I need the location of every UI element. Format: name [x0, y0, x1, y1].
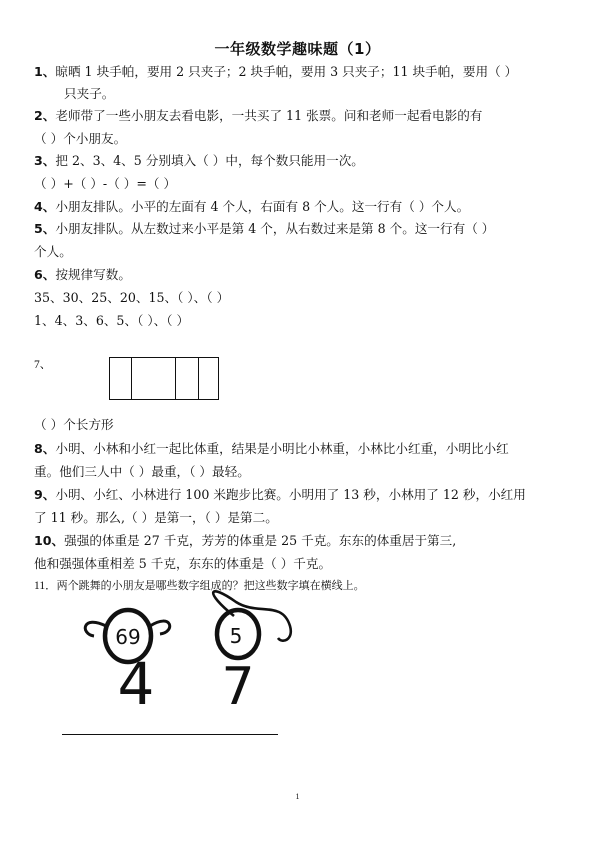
question-2-cont: （ ）个小朋友。	[34, 131, 127, 146]
question-number: 2、	[34, 108, 56, 123]
divider	[175, 358, 176, 399]
page-title: 一年级数学趣味题（1）	[214, 40, 381, 58]
question-text: 按规律写数。	[55, 267, 131, 282]
question-5	[34, 223, 494, 236]
equation-blanks: （ ）+（ ）-（ ）=（ ）	[34, 176, 177, 191]
page-number: 1	[295, 792, 300, 801]
question-7-number: 7、	[34, 359, 52, 371]
question-number: 11．	[34, 580, 57, 592]
rectangle-figure	[109, 357, 219, 400]
question-3	[34, 155, 364, 168]
question-text: 小明、小林和小红一起比体重，结果是小明比小林重，小林比小红重，小明比小红	[55, 441, 509, 456]
question-5-cont: 个人。	[34, 244, 72, 259]
face-digits: 69	[115, 625, 141, 649]
sequence-2: 1、4、3、6、5、（ ）、（ ）	[34, 313, 190, 328]
question-6	[34, 269, 131, 282]
question-number: 5、	[34, 221, 56, 236]
question-9	[34, 489, 526, 502]
divider	[198, 358, 199, 399]
question-number: 10、	[34, 533, 65, 548]
question-text: 小明、小红、小林进行 100 米跑步比赛。小明用了 13 秒，小林用了 12 秒，小红用	[55, 487, 526, 502]
question-number: 6、	[34, 267, 56, 282]
dancer-1	[85, 610, 169, 710]
face-digit: 5	[229, 624, 243, 648]
question-number: 4、	[34, 199, 56, 214]
question-text: 老师带了一些小朋友去看电影，一共买了 11 张票。问和老师一起看电影的有	[55, 108, 483, 123]
question-text: 晾晒 1 块手帕，要用 2 只夹子；2 块手帕，要用 3 只夹子；11 块手帕，要用（ ）	[55, 64, 518, 79]
body-digit: 7	[221, 657, 255, 710]
question-text: 把 2、3、4、5 分别填入（ ）中，每个数只能用一次。	[55, 153, 364, 168]
question-1-cont: 只夹子。	[64, 86, 115, 101]
question-7-answer: （ ）个长方形	[34, 417, 114, 432]
answer-line[interactable]	[62, 734, 278, 735]
question-8	[34, 443, 509, 456]
question-text: 小朋友排队。小平的左面有 4 个人，右面有 8 个人。这一行有（ ）个人。	[55, 199, 470, 214]
dancer-2	[213, 591, 291, 710]
question-number: 8、	[34, 441, 56, 456]
question-text: 两个跳舞的小朋友是哪些数字组成的？把这些数字填在横线上。	[56, 579, 365, 592]
divider	[131, 358, 132, 399]
body-digit: 4	[117, 650, 155, 710]
question-number: 3、	[34, 153, 56, 168]
dancing-children-figure	[76, 586, 306, 710]
question-8-cont: 重。他们三人中（ ）最重，（ ）最轻。	[34, 464, 250, 479]
question-10	[34, 535, 456, 548]
question-10-cont: 他和强强体重相差 5 千克，东东的体重是（ ）千克。	[34, 556, 332, 571]
question-number: 1、	[34, 64, 56, 79]
question-9-cont: 了 11 秒。那么,（ ）是第一，（ ）是第二。	[34, 510, 278, 525]
question-number: 9、	[34, 487, 56, 502]
question-text: 强强的体重是 27 千克，芳芳的体重是 25 千克。东东的体重居于第三,	[64, 533, 457, 548]
question-text: 小朋友排队。从左数过来小平是第 4 个，从右数过来是第 8 个。这一行有（ ）	[55, 221, 495, 236]
question-2	[34, 110, 482, 123]
question-1	[34, 66, 517, 79]
sequence-1: 35、30、25、20、15、（ ）、（ ）	[34, 290, 230, 305]
question-4	[34, 201, 469, 214]
